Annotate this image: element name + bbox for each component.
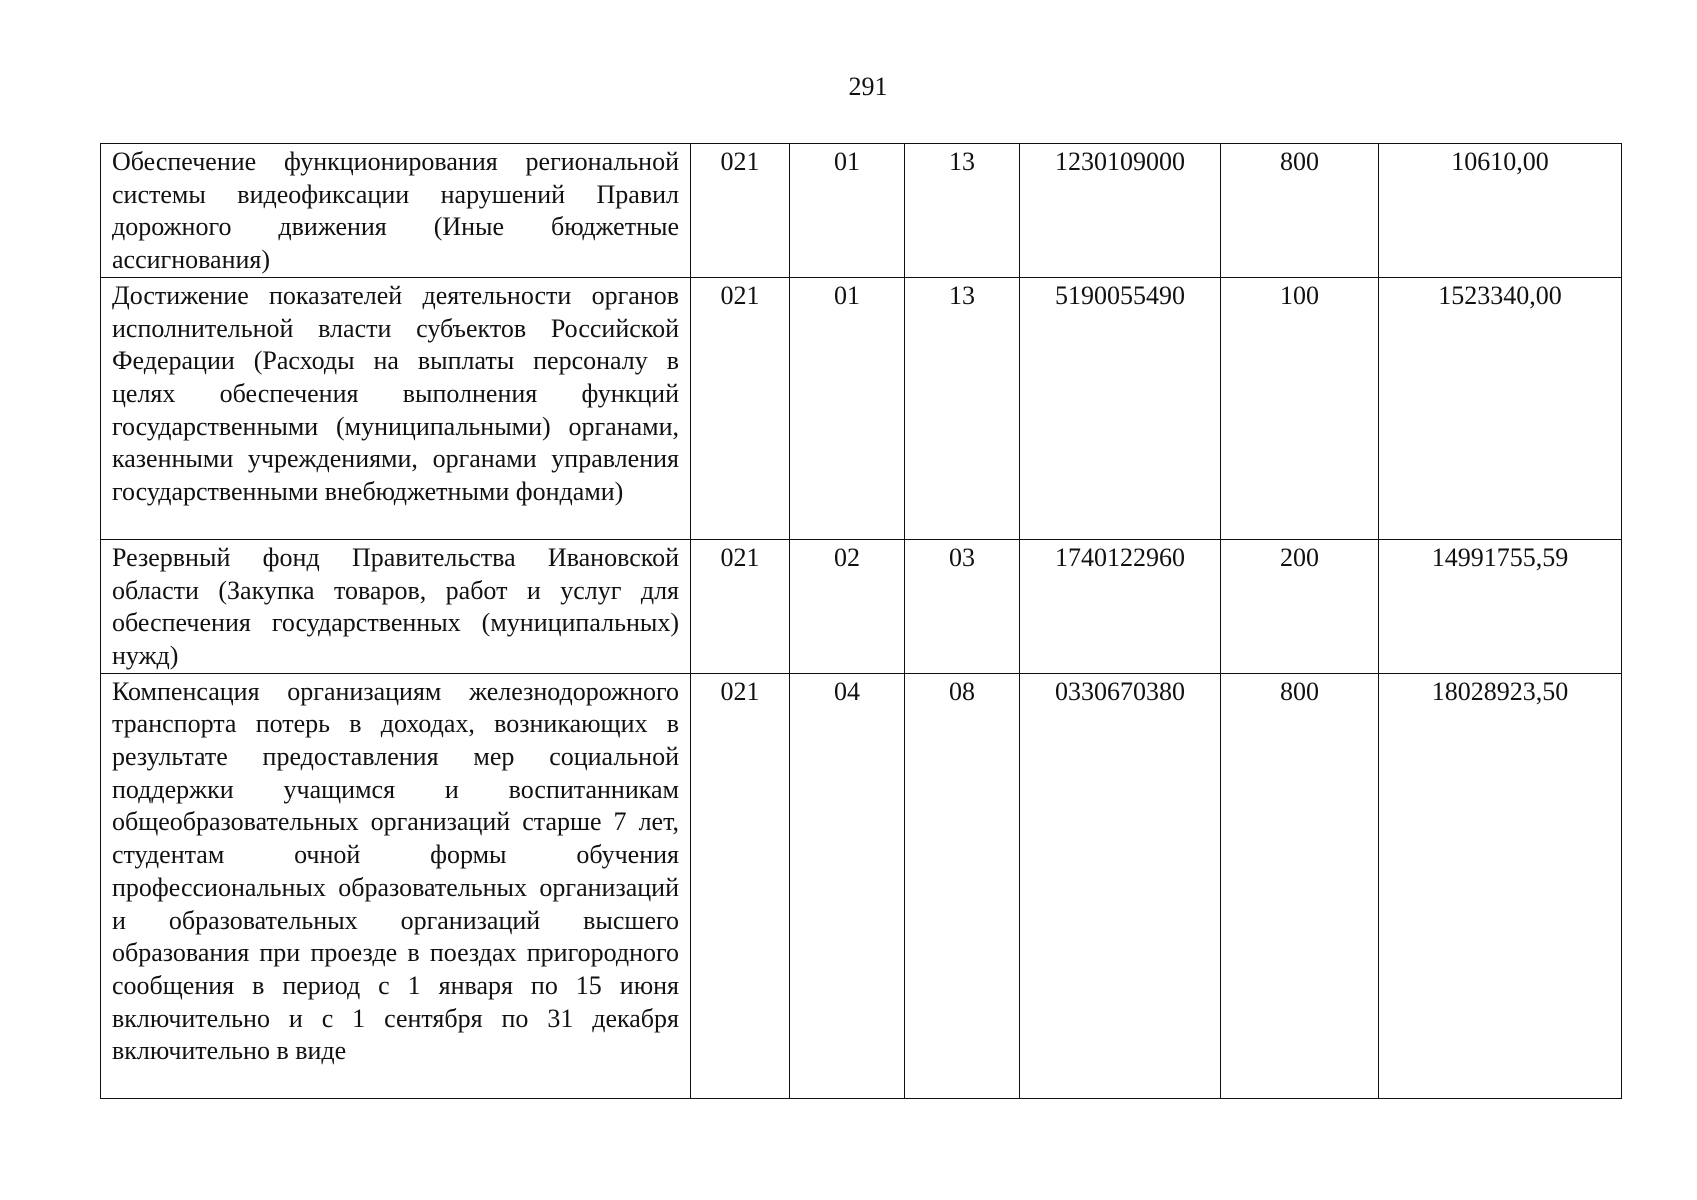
subsection-code: 08 [905, 673, 1020, 1098]
ministry-code: 021 [691, 144, 790, 278]
amount: 18028923,50 [1379, 673, 1622, 1098]
section-code: 01 [790, 277, 905, 539]
ministry-code: 021 [691, 539, 790, 673]
budget-table [100, 143, 1622, 1099]
row-description: Компенсация организациям железнодорожного транспорта потерь в доходах, возникающих в результате предоставления мер социальной поддержки учащимся и воспитанникам общеобразовательных организаций старше 7 лет, студентам очной формы обучения профессиональных образовательных организаций и образовательных организаций высшего образования при проезде в поездах пригородного сообщения в период с 1 января по 15 июня включительно и с 1 сентября по 31 декабря включительно в виде [101, 673, 691, 1098]
target-article-code: 1740122960 [1020, 539, 1221, 673]
subsection-code: 03 [905, 539, 1020, 673]
amount: 10610,00 [1379, 144, 1622, 278]
amount: 14991755,59 [1379, 539, 1622, 673]
ministry-code: 021 [691, 277, 790, 539]
expense-type-code: 800 [1221, 673, 1379, 1098]
section-code: 01 [790, 144, 905, 278]
row-description: Резервный фонд Правительства Ивановской области (Закупка товаров, работ и услуг для обеспечения государственных (муниципальных) нужд) [101, 539, 691, 673]
ministry-code: 021 [691, 673, 790, 1098]
section-code: 02 [790, 539, 905, 673]
subsection-code: 13 [905, 277, 1020, 539]
target-article-code: 0330670380 [1020, 673, 1221, 1098]
table-row [101, 539, 1622, 673]
subsection-code: 13 [905, 144, 1020, 278]
expense-type-code: 200 [1221, 539, 1379, 673]
expense-type-code: 800 [1221, 144, 1379, 278]
row-description: Достижение показателей деятельности органов исполнительной власти субъектов Российской Федерации (Расходы на выплаты персоналу в целях обеспечения выполнения функций государственными (муниципальными) органами, казенными учреждениями, органами управления государственными внебюджетными фондами) [101, 277, 691, 539]
target-article-code: 1230109000 [1020, 144, 1221, 278]
amount: 1523340,00 [1379, 277, 1622, 539]
section-code: 04 [790, 673, 905, 1098]
table-row [101, 673, 1622, 1098]
row-description: Обеспечение функционирования региональной системы видеофиксации нарушений Правил дорожного движения (Иные бюджетные ассигнования) [101, 144, 691, 278]
table-row [101, 144, 1622, 278]
target-article-code: 5190055490 [1020, 277, 1221, 539]
expense-type-code: 100 [1221, 277, 1379, 539]
table-row [101, 277, 1622, 539]
page-number: 291 [848, 72, 888, 101]
